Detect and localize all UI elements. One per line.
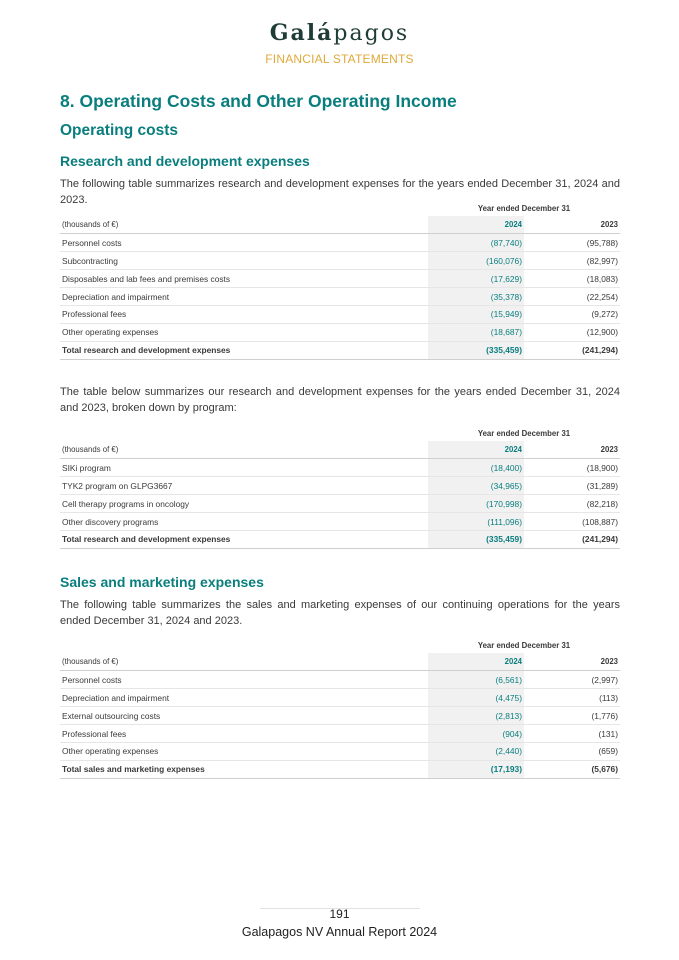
row-label: Other discovery programs [60, 513, 428, 531]
value-2024: (111,096) [428, 513, 524, 531]
row-label: Professional fees [60, 305, 428, 323]
row-label: TYK2 program on GLPG3667 [60, 477, 428, 495]
total-label: Total sales and marketing expenses [60, 760, 428, 778]
program-expenses-table [60, 425, 620, 549]
row-label: Disposables and lab fees and premises costs [60, 270, 428, 288]
program-table-block [60, 425, 620, 549]
total-2023: (241,294) [524, 530, 620, 548]
period-label: Year ended December 31 [477, 203, 571, 213]
value-2024: (15,949) [428, 305, 524, 323]
table-row [60, 689, 620, 707]
table-header-row [60, 653, 620, 671]
unit-label: (thousands of €) [60, 653, 428, 671]
total-label: Total research and development expenses [60, 341, 428, 359]
value-2024: (904) [428, 725, 524, 743]
table-header-row [60, 216, 620, 234]
total-2024: (335,459) [428, 341, 524, 359]
col-2023-header: 2023 [524, 441, 620, 459]
value-2023: (12,900) [524, 323, 620, 341]
rd-table-block [60, 200, 620, 360]
value-2023: (82,997) [524, 252, 620, 270]
value-2024: (87,740) [428, 234, 524, 252]
table-row [60, 288, 620, 306]
rd-expenses-table [60, 200, 620, 360]
value-2024: (34,965) [428, 477, 524, 495]
row-label: External outsourcing costs [60, 707, 428, 725]
row-label: Cell therapy programs in oncology [60, 495, 428, 513]
value-2024: (18,400) [428, 459, 524, 477]
sm-heading-block [60, 573, 620, 591]
table-row [60, 513, 620, 531]
page-number: 191 [329, 907, 350, 921]
report-title: Galapagos NV Annual Report 2024 [241, 925, 438, 939]
period-label: Year ended December 31 [477, 428, 571, 438]
value-2024: (2,440) [428, 742, 524, 760]
row-label: Depreciation and impairment [60, 689, 428, 707]
unit-label: (thousands of €) [60, 216, 428, 234]
galapagos-logo [0, 18, 679, 49]
total-2023: (5,676) [524, 760, 620, 778]
table-total-row [60, 341, 620, 359]
value-2023: (131) [524, 725, 620, 743]
row-label: Subcontracting [60, 252, 428, 270]
col-2023-header: 2023 [524, 216, 620, 234]
table-row [60, 707, 620, 725]
table-period-row [60, 200, 620, 216]
table-row [60, 305, 620, 323]
value-2023: (9,272) [524, 305, 620, 323]
table-row [60, 323, 620, 341]
total-2024: (17,193) [428, 760, 524, 778]
table-row [60, 234, 620, 252]
section-subtitle: Operating costs [60, 122, 178, 139]
table-row [60, 725, 620, 743]
col-2024-header: 2024 [428, 653, 524, 671]
table-row [60, 459, 620, 477]
program-intro-block [60, 384, 620, 416]
col-2023-header: 2023 [524, 653, 620, 671]
sm-intro-block [60, 597, 620, 629]
total-2023: (241,294) [524, 341, 620, 359]
value-2024: (18,687) [428, 323, 524, 341]
rd-heading: Research and development expenses [60, 153, 310, 169]
col-2024-header: 2024 [428, 216, 524, 234]
table-total-row [60, 530, 620, 548]
table-row [60, 477, 620, 495]
value-2023: (108,887) [524, 513, 620, 531]
total-label: Total research and development expenses [60, 530, 428, 548]
value-2023: (113) [524, 689, 620, 707]
value-2024: (35,378) [428, 288, 524, 306]
period-label: Year ended December 31 [477, 640, 571, 650]
value-2024: (17,629) [428, 270, 524, 288]
value-2023: (659) [524, 742, 620, 760]
value-2024: (2,813) [428, 707, 524, 725]
value-2023: (82,218) [524, 495, 620, 513]
row-label: Professional fees [60, 725, 428, 743]
value-2024: (4,475) [428, 689, 524, 707]
value-2023: (18,900) [524, 459, 620, 477]
value-2024: (160,076) [428, 252, 524, 270]
section-title: 8. Operating Costs and Other Operating Income [60, 91, 457, 111]
table-header-row [60, 441, 620, 459]
logo-light-text: pagos [333, 21, 410, 46]
section-subtitle-block [60, 121, 620, 141]
table-row [60, 742, 620, 760]
header-subtitle: FINANCIAL STATEMENTS [265, 52, 414, 66]
value-2023: (2,997) [524, 671, 620, 689]
table-period-row [60, 425, 620, 441]
row-label: SIKi program [60, 459, 428, 477]
row-label: Depreciation and impairment [60, 288, 428, 306]
value-2024: (170,998) [428, 495, 524, 513]
page-footer [0, 908, 679, 939]
table-row [60, 495, 620, 513]
section-title-block [60, 90, 620, 112]
table-row [60, 270, 620, 288]
value-2023: (31,289) [524, 477, 620, 495]
row-label: Other operating expenses [60, 323, 428, 341]
sm-expenses-table [60, 637, 620, 779]
total-2024: (335,459) [428, 530, 524, 548]
table-row [60, 671, 620, 689]
rd-heading-block [60, 152, 620, 170]
unit-label: (thousands of €) [60, 441, 428, 459]
value-2024: (6,561) [428, 671, 524, 689]
logo-bold-text: Galá [269, 20, 334, 46]
value-2023: (1,776) [524, 707, 620, 725]
table-row [60, 252, 620, 270]
page-header [0, 18, 679, 66]
value-2023: (22,254) [524, 288, 620, 306]
program-intro: The table below summarizes our research and development expenses for the years ended December 31, 2024 and 2023, broken down by program: [60, 386, 620, 414]
col-2024-header: 2024 [428, 441, 524, 459]
row-label: Personnel costs [60, 234, 428, 252]
value-2023: (18,083) [524, 270, 620, 288]
sm-heading: Sales and marketing expenses [60, 574, 264, 590]
value-2023: (95,788) [524, 234, 620, 252]
sm-intro: The following table summarizes the sales and marketing expenses of our continuing operations for the years ended December 31, 2024 and 2023. [60, 599, 620, 627]
table-total-row [60, 760, 620, 778]
row-label: Personnel costs [60, 671, 428, 689]
table-period-row [60, 637, 620, 653]
rd-intro: The following table summarizes research and development expenses for the years ended December 31, 2024 and 2023. [60, 178, 620, 206]
row-label: Other operating expenses [60, 742, 428, 760]
sm-table-block [60, 637, 620, 779]
